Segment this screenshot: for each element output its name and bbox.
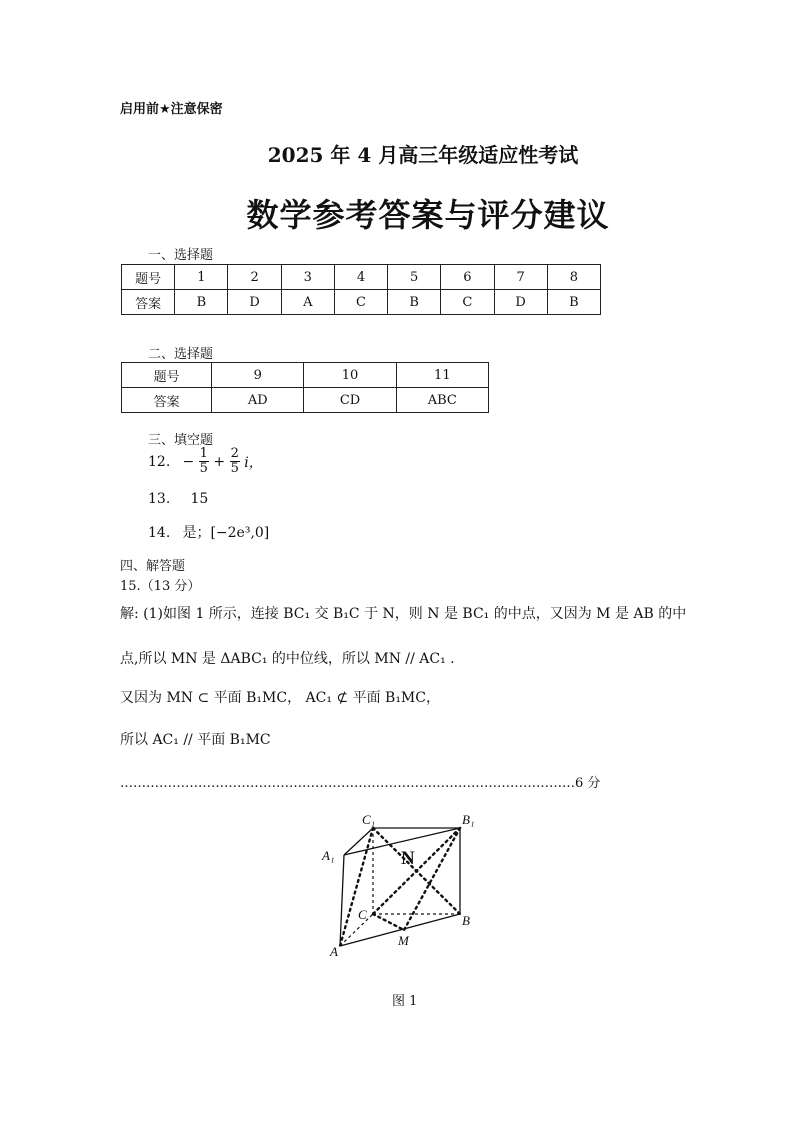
answer-cell: ABC (396, 388, 488, 413)
table-row (122, 265, 601, 290)
q12-tail: i， (244, 454, 263, 471)
section3-heading: 三、填空题 (148, 433, 214, 448)
label-m: M (398, 933, 409, 948)
figure-caption: 图 1 (392, 994, 418, 1009)
answer-cell: C (441, 290, 494, 315)
answer-cell: C (334, 290, 387, 315)
label-c: C (358, 907, 367, 922)
label-a1: A₁ (322, 848, 335, 863)
answer-cell: A (281, 290, 334, 315)
q12-frac1-num: 1 (199, 446, 208, 461)
exam-title: 2025 年 4 月高三年级适应性考试 (267, 143, 579, 167)
table-row (122, 388, 489, 413)
q15-label: 15.（13 分） (120, 579, 201, 594)
solution-line-1: 解: (1)如图 1 所示，连接 BC₁ 交 B₁C 于 N，则 N 是 BC₁ 的中点，又因为 M 是 AB 的中 (120, 606, 687, 622)
q12-label: 12. (148, 453, 171, 470)
question-number: 3 (281, 265, 334, 290)
q12-frac1-den: 5 (199, 461, 208, 477)
table-row (122, 363, 489, 388)
section1-answer-table (121, 264, 601, 315)
score-dots: …………………………………………………………………………………………… (120, 776, 575, 791)
question-number: 2 (228, 265, 281, 290)
label-b: B (462, 913, 470, 928)
question-number: 7 (494, 265, 547, 290)
solution-line-3: 又因为 MN ⊂ 平面 B₁MC， AC₁ ⊄ 平面 B₁MC， (120, 690, 440, 706)
document-title: 数学参考答案与评分建议 (246, 196, 610, 234)
q13-label: 13. (148, 491, 171, 507)
solution-line-4: 所以 AC₁ // 平面 B₁MC (120, 732, 271, 748)
q13-value: 15 (190, 491, 209, 507)
segment-c-m (373, 914, 404, 930)
section1-heading: 一、选择题 (148, 248, 214, 263)
answer-cell: B (388, 290, 441, 315)
answer-cell: CD (304, 388, 396, 413)
q14-label: 14. (148, 525, 171, 541)
q12-minus: − (182, 453, 195, 470)
question-number: 4 (334, 265, 387, 290)
question-number: 6 (441, 265, 494, 290)
answer-cell: AD (212, 388, 304, 413)
q12-frac2-num: 2 (230, 446, 239, 461)
question-number: 1 (175, 265, 228, 290)
answer-cell: D (228, 290, 281, 315)
section4-heading: 四、解答题 (120, 559, 186, 574)
table-row (122, 290, 601, 315)
section2-answer-table (121, 362, 489, 413)
label-c1: C₁ (362, 812, 376, 827)
q12-fraction-1 (199, 447, 209, 477)
answer-cell: B (547, 290, 600, 315)
q12-frac2-den: 5 (230, 461, 239, 477)
prism-figure (318, 808, 488, 958)
q14-value: 是；[−2e³,0] (182, 525, 270, 541)
segment-c1-a (340, 828, 373, 946)
question-number: 8 (547, 265, 600, 290)
question-number: 5 (388, 265, 441, 290)
row-label: 答案 (122, 388, 212, 413)
label-a: A (330, 944, 338, 958)
segment-b1-m (404, 828, 460, 930)
label-n: N (401, 848, 415, 869)
q13-answer (148, 491, 208, 507)
q14-answer (148, 522, 269, 542)
answer-cell: B (175, 290, 228, 315)
confidential-label: 启用前★注意保密 (120, 102, 223, 117)
q12-fraction-2 (230, 447, 240, 477)
row-label: 答案 (122, 290, 175, 315)
section2-heading: 二、选择题 (148, 347, 214, 362)
row-label: 题号 (122, 265, 175, 290)
score-line (120, 772, 600, 791)
question-number: 10 (304, 363, 396, 388)
label-b1: B₁ (462, 812, 475, 827)
answer-cell: D (494, 290, 547, 315)
question-number: 11 (396, 363, 488, 388)
q12-answer (148, 447, 263, 477)
score-value: 6 分 (575, 776, 600, 791)
question-number: 9 (212, 363, 304, 388)
q12-plus: + (213, 453, 226, 470)
row-label: 题号 (122, 363, 212, 388)
solution-line-2: 点,所以 MN 是 ΔABC₁ 的中位线，所以 MN // AC₁ . (120, 651, 455, 667)
